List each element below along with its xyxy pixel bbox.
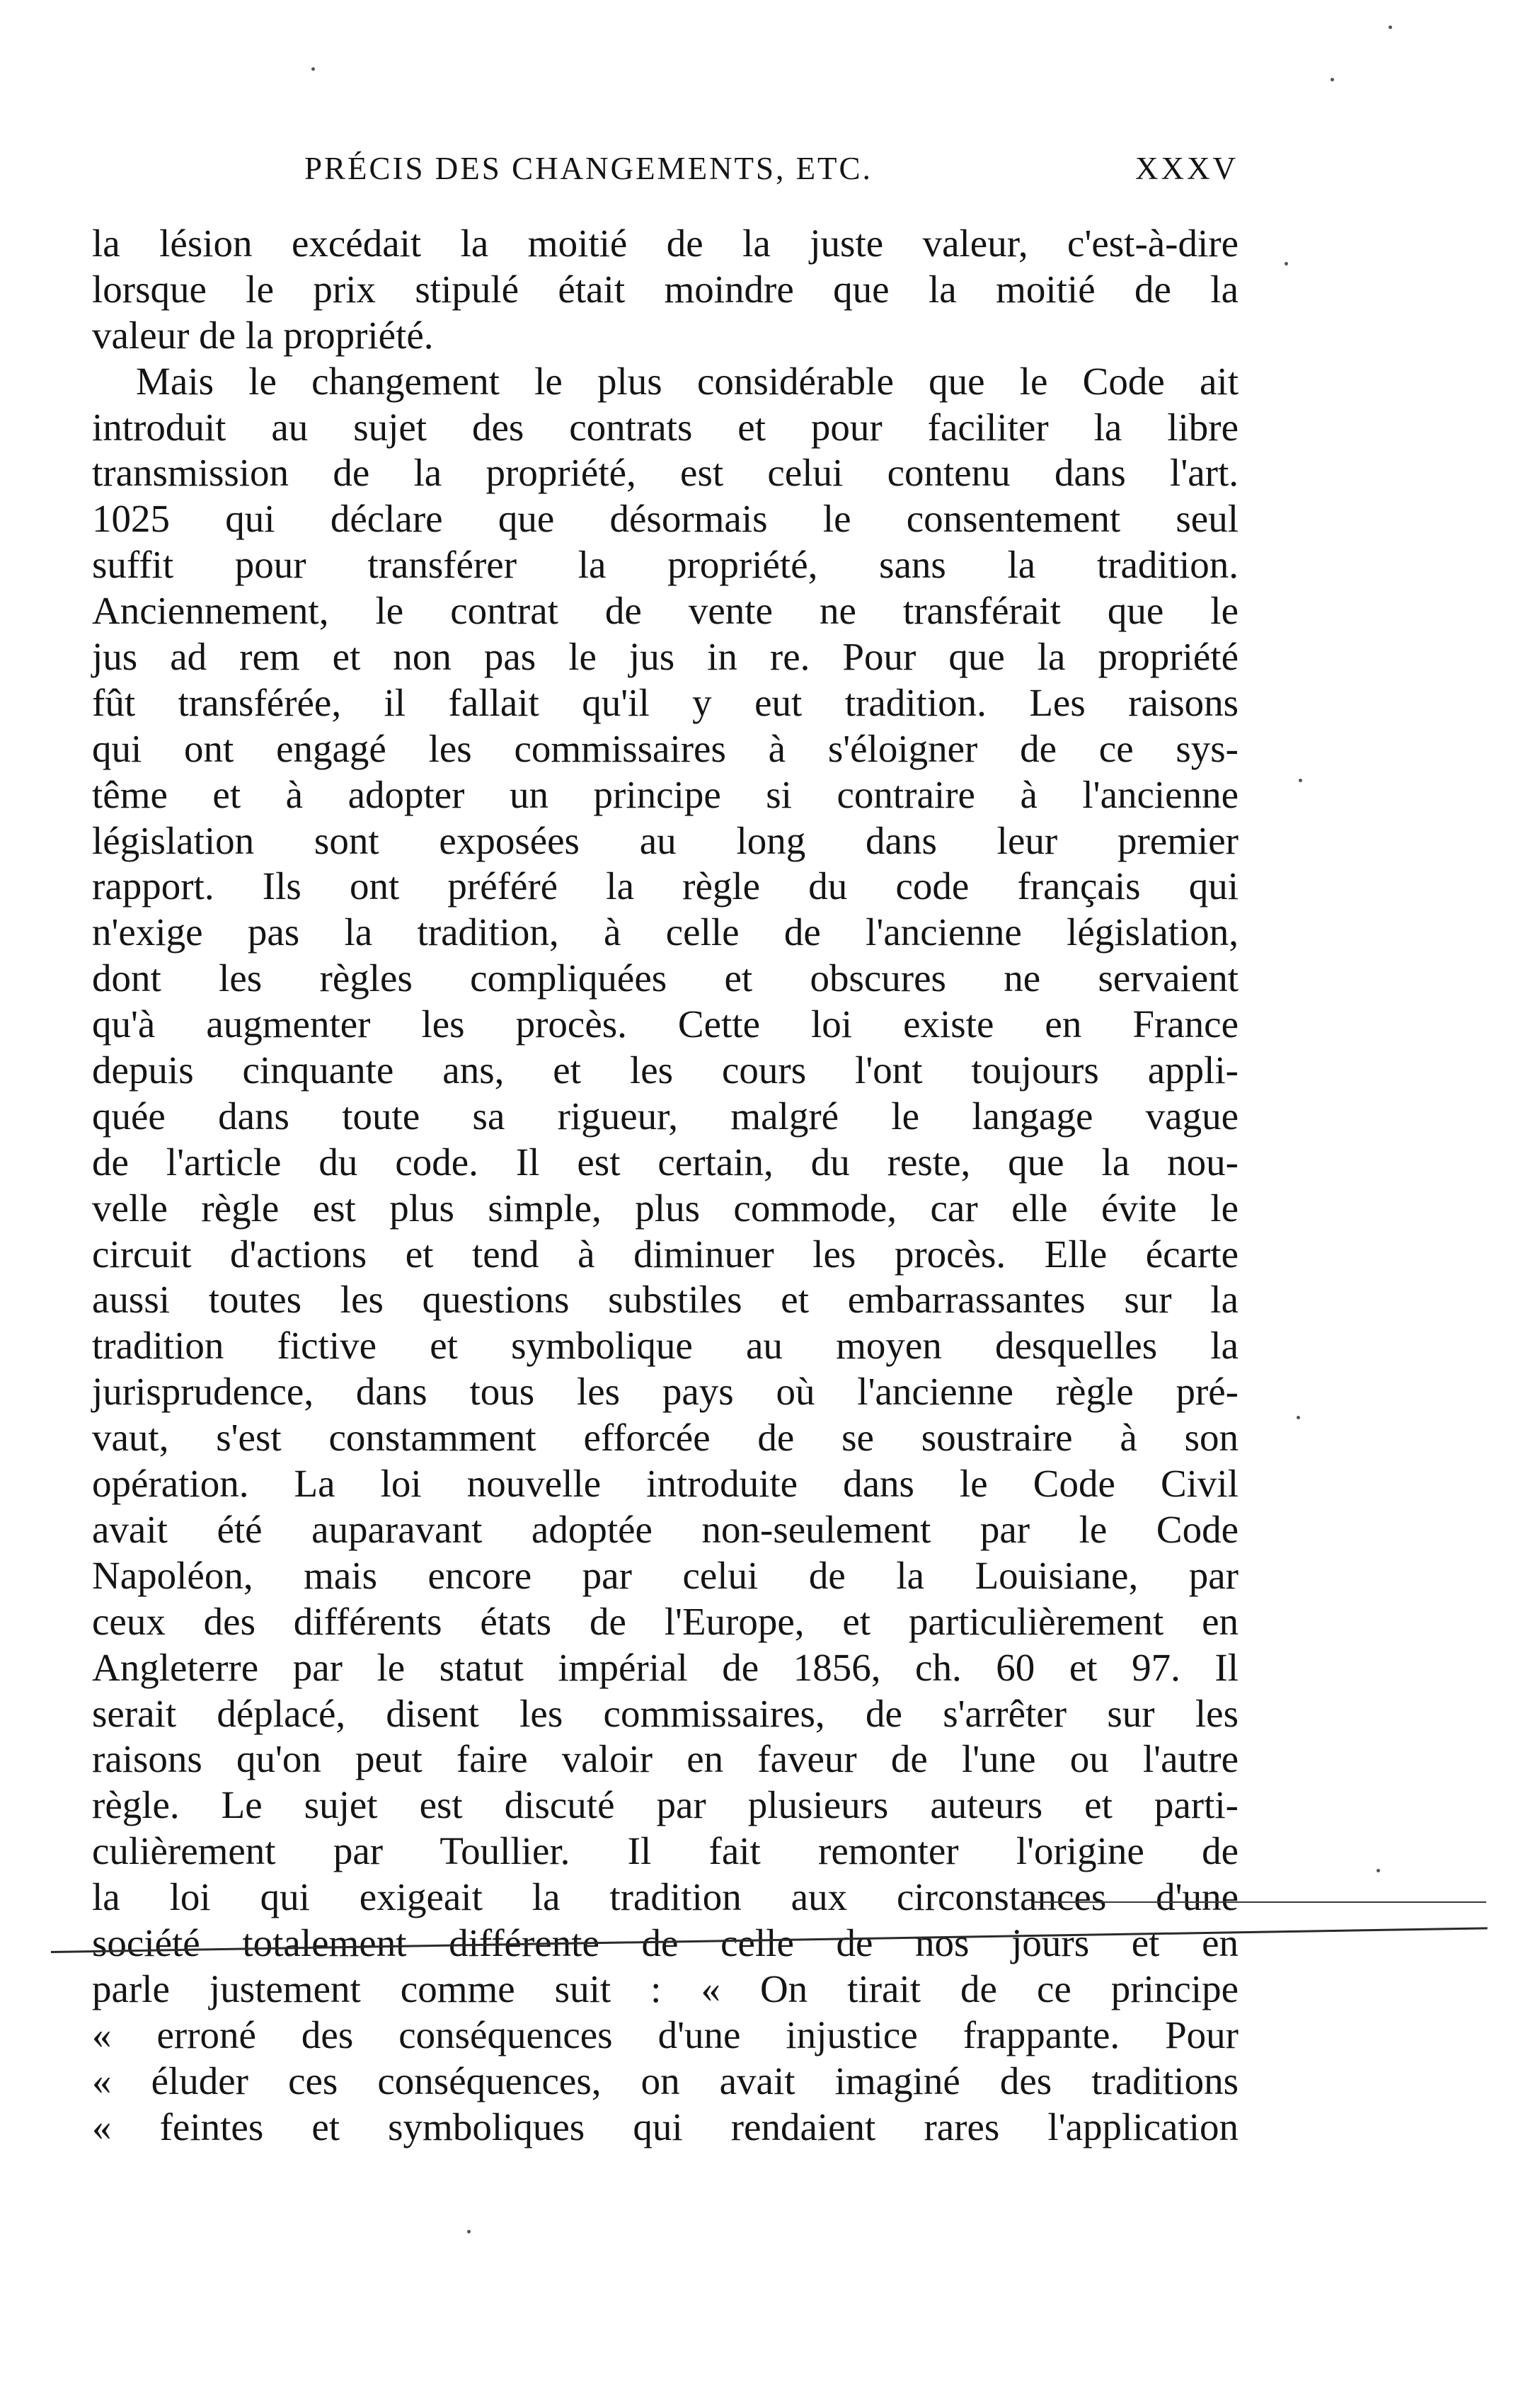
text-line: société totalement différente de celle de nos jours et en (92, 1921, 1239, 1964)
text-line: rapport. Ils ont préféré la règle du code français qui (92, 864, 1239, 908)
text-line: raisons qu'on peut faire valoir en faveur de l'une ou l'autre (92, 1737, 1239, 1781)
text-line: ceux des différents états de l'Europe, et particulièrement en (92, 1599, 1239, 1643)
text-line: qu'à augmenter les procès. Cette loi existe en France (92, 1002, 1239, 1046)
text-line: suffit pour transférer la propriété, sans la tradition. (92, 543, 1239, 587)
text-line: « éluder ces conséquences, on avait imaginé des traditions (92, 2059, 1239, 2102)
text-line: n'exige pas la tradition, à celle de l'ancienne législation, (92, 910, 1239, 954)
scan-speck (467, 2230, 471, 2233)
text-line: introduit au sujet des contrats et pour faciliter la libre (92, 405, 1239, 449)
text-line: règle. Le sujet est discuté par plusieurs auteurs et parti- (92, 1783, 1239, 1827)
scan-speck (311, 67, 315, 71)
scan-speck (1285, 262, 1288, 265)
text-line: jurisprudence, dans tous les pays où l'ancienne règle pré- (92, 1370, 1239, 1414)
text-line: qui ont engagé les commissaires à s'éloigner de ce sys- (92, 726, 1239, 770)
text-line: aussi toutes les questions substiles et embarrassantes sur la (92, 1278, 1239, 1322)
text-line: tême et à adopter un principe si contraire à l'ancienne (92, 772, 1239, 816)
text-line: la loi qui exigeait la tradition aux circonstances d'une (92, 1875, 1239, 1919)
text-line: parle justement comme suit : « On tirait de ce principe (92, 1967, 1239, 2010)
text-line: avait été auparavant adoptée non-seulement par le Code (92, 1507, 1239, 1551)
text-line: culièrement par Toullier. Il fait remonter l'origine de (92, 1829, 1239, 1873)
text-line: la lésion excédait la moitié de la juste valeur, c'est-à-dire (92, 222, 1239, 265)
text-line: fût transférée, il fallait qu'il y eut tradition. Les raisons (92, 680, 1239, 724)
text-line: opération. La loi nouvelle introduite dans le Code Civil (92, 1462, 1239, 1506)
pencil-mark-line (1033, 1901, 1486, 1903)
text-line: quée dans toute sa rigueur, malgré le langage vague (92, 1094, 1239, 1138)
text-line: dont les règles compliquées et obscures ne servaient (92, 956, 1239, 1000)
text-line: lorsque le prix stipulé était moindre que la moitié de la (92, 267, 1239, 311)
text-line: de l'article du code. Il est certain, du reste, que la nou- (92, 1140, 1239, 1184)
text-line: Napoléon, mais encore par celui de la Louisiane, par (92, 1553, 1239, 1597)
text-line: circuit d'actions et tend à diminuer les procès. Elle écarte (92, 1232, 1239, 1276)
text-line: velle règle est plus simple, plus commode, car elle évite le (92, 1186, 1239, 1230)
text-line: Mais le changement le plus considérable que le Code ait (136, 359, 1239, 403)
text-line: valeur de la propriété. (92, 313, 434, 357)
scan-speck (1389, 25, 1392, 29)
scan-speck (1299, 779, 1302, 782)
text-line: depuis cinquante ans, et les cours l'ont toujours appli- (92, 1048, 1239, 1092)
page-number: XXXV (1135, 151, 1239, 186)
text-line: transmission de la propriété, est celui contenu dans l'art. (92, 451, 1239, 495)
scan-speck (1297, 1416, 1300, 1419)
text-line: législation sont exposées au long dans leur premier (92, 818, 1239, 862)
running-title: PRÉCIS DES CHANGEMENTS, ETC. (304, 151, 873, 186)
text-line: vaut, s'est constamment efforcée de se soustraire à son (92, 1416, 1239, 1460)
text-line: Anciennement, le contrat de vente ne transférait que le (92, 589, 1239, 633)
text-line: Angleterre par le statut impérial de 1856, ch. 60 et 97. Il (92, 1645, 1239, 1689)
body-text (92, 221, 1239, 2150)
running-head (92, 150, 1239, 193)
text-line: tradition fictive et symbolique au moyen desquelles la (92, 1324, 1239, 1368)
text-line: jus ad rem et non pas le jus in re. Pour que la propriété (92, 635, 1239, 679)
text-line: « erroné des conséquences d'une injustice frappante. Pour (92, 2013, 1239, 2056)
text-line: serait déplacé, disent les commissaires, de s'arrêter sur les (92, 1691, 1239, 1735)
scan-speck (1377, 1869, 1380, 1872)
text-line: « feintes et symboliques qui rendaient rares l'application (92, 2105, 1239, 2148)
text-line: 1025 qui déclare que désormais le consentement seul (92, 497, 1239, 541)
scan-speck (1331, 78, 1334, 81)
